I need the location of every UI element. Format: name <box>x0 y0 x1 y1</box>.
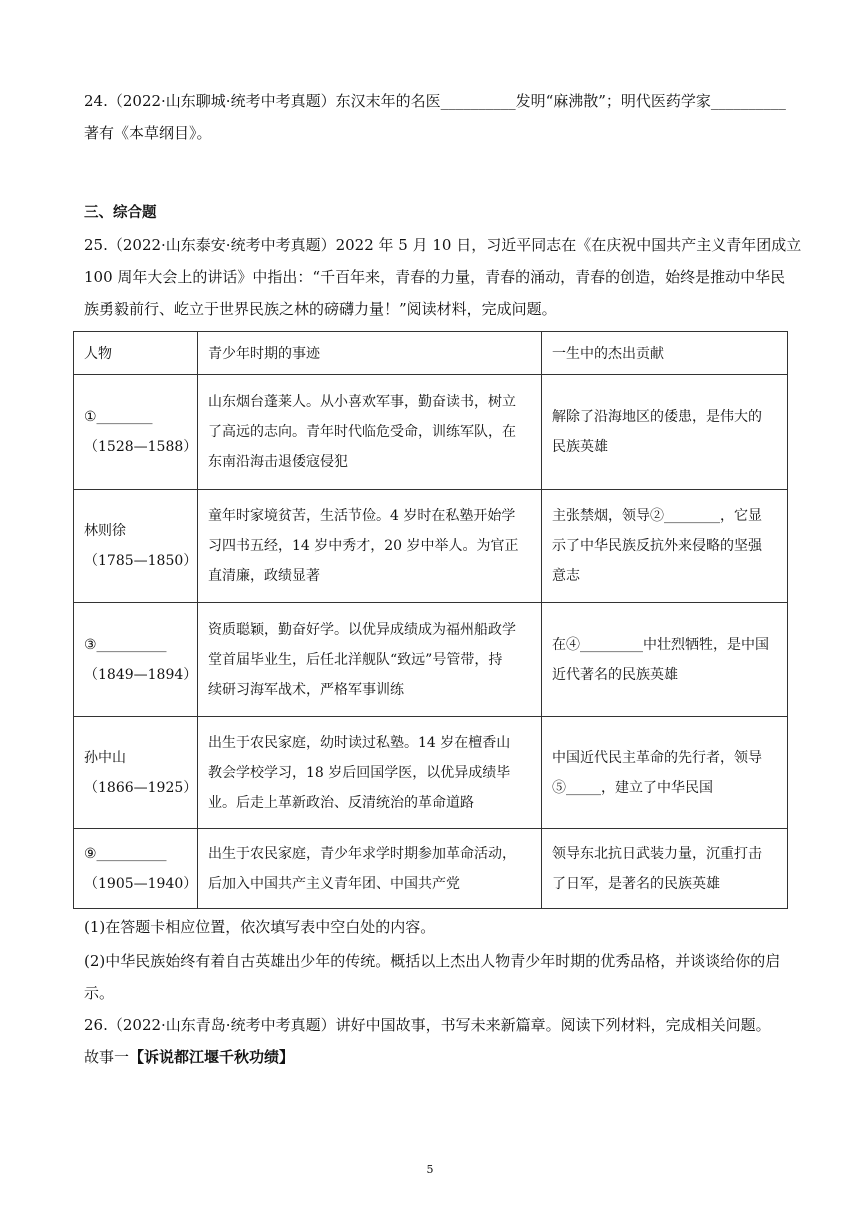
person-years: （1866—1925） <box>84 779 198 796</box>
contribution-line: 示了中华民族反抗外来侵略的坚强 <box>552 538 762 554</box>
person-name: ①________ <box>84 409 153 425</box>
person-cell <box>74 717 198 829</box>
person-cell <box>74 603 198 717</box>
deeds-cell <box>198 603 542 717</box>
contribution-cell <box>542 603 788 717</box>
q26-story-line <box>84 1047 294 1067</box>
table-row <box>74 375 788 490</box>
deeds-line: 直清廉，政绩显著 <box>208 568 320 584</box>
deeds-line: 了高远的志向。青年时代临危受命，训练军队，在 <box>208 424 516 440</box>
deeds-line: 堂首届毕业生，后任北洋舰队“致远”号管带，持 <box>208 651 503 668</box>
deeds-line: 童年时家境贫苦，生活节俭。4 岁时在私塾开始学 <box>208 508 516 524</box>
q25-sub2-line1: (2)中华民族始终有着自古英雄出少年的传统。概括以上杰出人物青少年时期的优秀品格，并谈谈给你的启 <box>84 952 781 970</box>
person-years: （1905—1940） <box>84 875 198 892</box>
contribution-cell <box>542 375 788 490</box>
deeds-line: 后加入中国共产主义青年团、中国共产党 <box>208 875 460 892</box>
table-row <box>74 490 788 603</box>
deeds-cell <box>198 490 542 603</box>
deeds-line: 续研习海军战术，严格军事训练 <box>208 681 404 698</box>
contribution-line: 解除了沿海地区的倭患，是伟大的 <box>552 409 762 425</box>
deeds-line: 山东烟台蓬莱人。从小喜欢军事，勤奋读书，树立 <box>208 394 516 410</box>
deeds-line: 出生于农民家庭，青少年求学时期参加革命活动， <box>208 845 516 862</box>
header-contribution: 一生中的杰出贡献 <box>542 332 788 375</box>
deeds-cell <box>198 375 542 490</box>
table-header-row <box>74 332 788 375</box>
deeds-cell <box>198 717 542 829</box>
deeds-line: 东南沿海击退倭寇侵犯 <box>208 454 348 470</box>
q25-sub2-line2: 示。 <box>84 984 115 1002</box>
q25-line2: 100 周年大会上的讲话》中指出：“千百年来，青春的力量，青春的涌动，青春的创造，始终是推动中华民 <box>84 268 786 286</box>
header-person: 人物 <box>74 332 198 375</box>
contribution-line: 近代著名的民族英雄 <box>552 666 678 683</box>
story-title: 【诉说都江堰千秋功绩】 <box>129 1048 295 1066</box>
deeds-line: 业。后走上革新政治、反清统治的革命道路 <box>208 794 474 811</box>
contribution-line: 在④_________中壮烈牺牲，是中国 <box>552 636 769 653</box>
contribution-line: 了日军，是著名的民族英雄 <box>552 875 720 892</box>
header-deeds: 青少年时期的事迹 <box>198 332 542 375</box>
table-row <box>74 603 788 717</box>
person-name: 孙中山 <box>84 749 126 766</box>
table-row <box>74 829 788 909</box>
section-heading: 三、综合题 <box>84 205 157 221</box>
contribution-cell <box>542 717 788 829</box>
q24-line2: 著有《本草纲目》。 <box>84 124 212 142</box>
deeds-line: 资质聪颖，勤奋好学。以优异成绩成为福州船政学 <box>208 621 516 638</box>
deeds-line: 教会学校学习，18 岁后回国学医，以优异成绩毕 <box>208 764 511 781</box>
person-name: ⑨__________ <box>84 845 167 862</box>
q26-line1: 26.（2022·山东青岛·统考中考真题）讲好中国故事，书写未来新篇章。阅读下列材料，完成相关问题。 <box>84 1016 771 1034</box>
person-years: （1785—1850） <box>84 553 198 569</box>
person-years: （1849—1894） <box>84 666 198 683</box>
q24-line1: 24.（2022·山东聊城·统考中考真题）东汉末年的名医__________发明“麻沸散”；明代医药学家__________ <box>84 92 786 110</box>
contribution-cell <box>542 829 788 909</box>
contribution-line: 领导东北抗日武装力量，沉重打击 <box>552 845 762 862</box>
contribution-line: 主张禁烟，领导②________，它显 <box>552 508 762 524</box>
contribution-line: 中国近代民主革命的先行者，领导 <box>552 749 762 766</box>
deeds-line: 出生于农民家庭，幼时读过私塾。14 岁在檀香山 <box>208 734 511 751</box>
story-prefix: 故事一 <box>84 1048 130 1066</box>
person-cell <box>74 375 198 490</box>
deeds-line: 习四书五经，14 岁中秀才，20 岁中举人。为官正 <box>208 538 519 554</box>
contribution-line: 民族英雄 <box>552 439 608 455</box>
contribution-cell <box>542 490 788 603</box>
q25-line3: 族勇毅前行、屹立于世界民族之林的磅礴力量！”阅读材料，完成问题。 <box>84 300 557 318</box>
person-cell <box>74 829 198 909</box>
table-row <box>74 717 788 829</box>
contribution-line: 意志 <box>552 568 580 584</box>
person-name: 林则徐 <box>84 523 126 539</box>
person-name: ③__________ <box>84 636 167 653</box>
contribution-line: ⑤_____，建立了中华民国 <box>552 779 713 796</box>
person-cell <box>74 490 198 603</box>
person-years: （1528—1588） <box>84 439 198 455</box>
q25-sub1: (1)在答题卡相应位置，依次填写表中空白处的内容。 <box>84 918 436 936</box>
page-number: 5 <box>426 1163 434 1176</box>
heroes-table <box>73 331 788 909</box>
deeds-cell <box>198 829 542 909</box>
q25-line1: 25.（2022·山东泰安·统考中考真题）2022 年 5 月 10 日，习近平同志在《在庆祝中国共产主义青年团成立 <box>84 236 802 254</box>
